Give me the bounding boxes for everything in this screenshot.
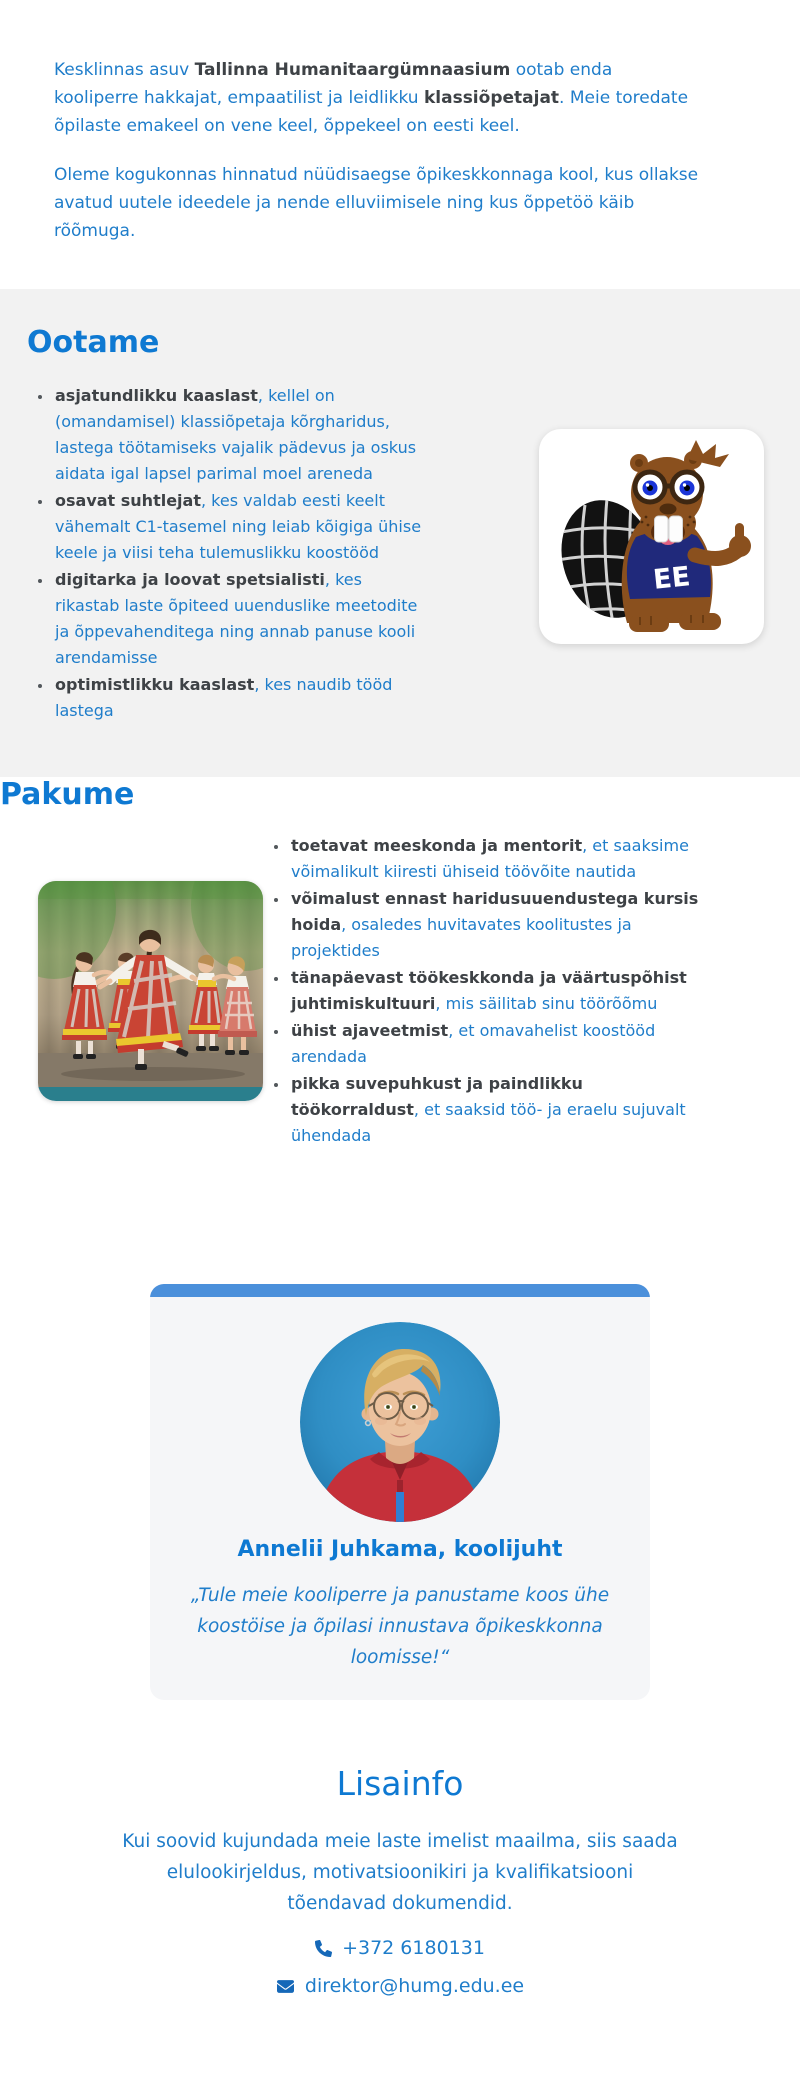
list-item xyxy=(289,1018,704,1070)
list-item-text: , kellel on (omandamisel) klassiõpetaja kõrgharidus, lastega töötamiseks vajalik pädevus ja oskus aidata igal lapsel parimal moel areneda xyxy=(55,386,417,483)
intro-text: ootab enda kooliperre hakkajat, empaatilist ja leidlikku xyxy=(54,60,613,108)
phone-link[interactable] xyxy=(0,1937,800,1959)
beaver-head xyxy=(630,440,729,545)
pakume-section xyxy=(0,777,800,1284)
list-item-bold: optimistlikku kaaslast xyxy=(55,675,255,694)
list-item-text: , kes rikastab laste õpiteed uuenduslike meetodite ja õppevahenditega ning annab panuse kooli arendamisse xyxy=(55,570,418,667)
lisainfo-section xyxy=(0,1764,800,1997)
phone-number: +372 6180131 xyxy=(342,1937,485,1959)
list-item xyxy=(289,833,704,885)
lisainfo-heading: Lisainfo xyxy=(336,1764,464,1803)
email-link[interactable] xyxy=(0,1975,800,1997)
intro-text: . Meie toredate õpilaste emakeel on vene keel, õppekeel on eesti keel. xyxy=(54,88,689,136)
beaver-mascot-card xyxy=(539,429,764,644)
intro-section xyxy=(0,0,800,245)
lisainfo-text: Kui soovid kujundada meie laste imelist maailma, siis saada elulookirjeldus, motivatsioonikiri ja kvalifikatsiooni tõendavad dokumendid. xyxy=(122,1831,678,1914)
list-item-bold: tänapäevast töökeskkonda ja väärtuspõhist juhtimiskultuuri xyxy=(291,968,687,1013)
beaver-mascot-illustration xyxy=(539,429,764,644)
list-item-text: , kes naudib tööd lastega xyxy=(55,675,393,720)
list-item-text: , mis säilitab sinu töörõõmu xyxy=(435,994,658,1013)
list-item-text: , et saaksid töö- ja eraelu sujuvalt ühendada xyxy=(291,1100,686,1145)
ootame-list xyxy=(27,383,431,725)
list-item-bold: digitarka ja loovat spetsialisti xyxy=(55,570,325,589)
list-item-text: , et saaksime võimalikult kiiresti ühiseid töövõite nautida xyxy=(291,836,689,881)
principal-quote: „Tule meie kooliperre ja panustame koos ühe koostöise ja õpilasi innustava õpikeskkonna loomisse!“ xyxy=(190,1585,610,1668)
svg-text:EE: EE xyxy=(651,561,692,596)
position-name: klassiõpetajat xyxy=(423,88,560,108)
list-item xyxy=(53,672,431,724)
list-item-text: , kes valdab eesti keelt vähemalt C1-tasemel ning leiab kõigiga ühise keele ja viisi teha tulemuslikku koostööd xyxy=(55,491,422,562)
dancing-children-illustration xyxy=(38,881,263,1101)
ootame-content xyxy=(27,383,770,725)
list-item-bold: osavat suhtlejat xyxy=(55,491,201,510)
intro-paragraph-1 xyxy=(54,56,700,140)
list-item-text: , et omavahelist koostööd arendada xyxy=(291,1021,656,1066)
list-item-bold: pikka suvepuhkust ja paindlikku töökorraldust xyxy=(291,1074,583,1119)
pakume-list xyxy=(263,833,704,1284)
list-item-text: , osaledes huvitavates koolitustes ja projektides xyxy=(291,915,632,960)
intro-paragraph-2: Oleme kogukonnas hinnatud nüüdisaegse õpikeskkonnaga kool, kus ollakse avatud uutele ideedele ja nende elluviimisele ning kus õppetöö käib rõõmuga. xyxy=(54,165,699,241)
list-item-bold: ühist ajaveetmist xyxy=(291,1021,449,1040)
ootame-heading: Ootame xyxy=(27,325,160,360)
list-item-bold: toetavat meeskonda ja mentorit xyxy=(291,836,583,855)
phone-icon xyxy=(315,1940,332,1957)
card-accent-bar xyxy=(150,1284,650,1297)
list-item xyxy=(53,383,431,487)
principal-portrait-illustration xyxy=(300,1322,500,1522)
ootame-section xyxy=(0,289,800,777)
list-item xyxy=(289,886,704,964)
list-item-bold: asjatundlikku kaaslast xyxy=(55,386,258,405)
pakume-heading: Pakume xyxy=(0,777,135,812)
pakume-content xyxy=(0,833,800,1284)
list-item xyxy=(289,1071,704,1149)
envelope-icon xyxy=(276,1978,295,1995)
principal-quote-card xyxy=(150,1284,650,1700)
school-name: Tallinna Humanitaargümnaasium xyxy=(194,60,511,80)
list-item xyxy=(53,567,431,671)
email-address: direktor@humg.edu.ee xyxy=(304,1975,525,1997)
list-item xyxy=(289,965,704,1017)
intro-text: Kesklinnas asuv xyxy=(54,60,195,80)
dancing-children-photo xyxy=(38,881,263,1101)
principal-name: Annelii Juhkama, koolijuht xyxy=(237,1537,563,1562)
list-item-bold: võimalust ennast haridusuuendustega kursis hoida xyxy=(291,889,699,934)
list-item xyxy=(53,488,431,566)
principal-portrait xyxy=(300,1322,500,1522)
